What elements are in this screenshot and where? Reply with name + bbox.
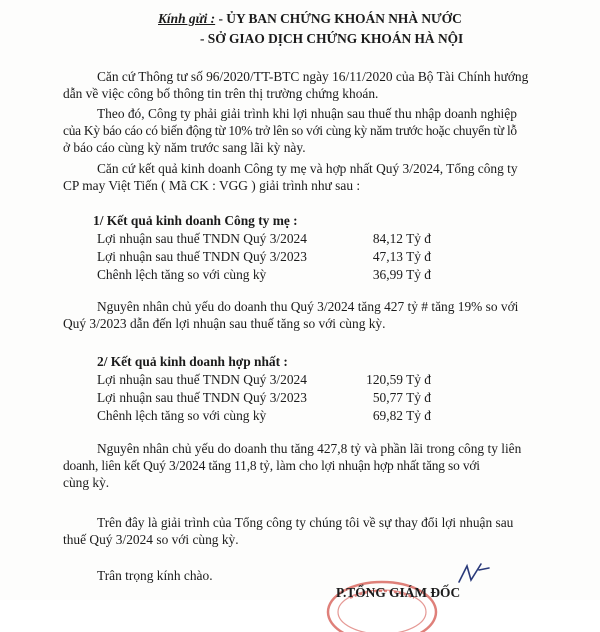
closing-greeting: Trân trọng kính chào.	[97, 568, 213, 583]
section2-reason-line2: doanh, liên kết Quý 3/2024 tăng 11,8 tỷ, làm cho lợi nhuận hợp nhất tăng so với	[63, 458, 480, 473]
section1-row1-label: Lợi nhuận sau thuế TNDN Quý 3/2024	[97, 231, 307, 246]
section2-row2-label: Lợi nhuận sau thuế TNDN Quý 3/2023	[97, 390, 307, 405]
recipient-2: - SỞ GIAO DỊCH CHỨNG KHOÁN HÀ NỘI	[200, 31, 464, 46]
intro-p3-line1: Căn cứ kết quả kinh doanh Công ty mẹ và hợp nhất Quý 3/2024, Tổng công ty	[97, 161, 518, 176]
section1-row3-value: 36,99 Tỷ đ	[372, 267, 431, 282]
recipient-label: Kính gửi :	[158, 11, 216, 26]
section2-row1-label: Lợi nhuận sau thuế TNDN Quý 3/2024	[97, 372, 307, 387]
section1-reason-line1: Nguyên nhân chủ yếu do doanh thu Quý 3/2024 tăng 427 tỷ # tăng 19% so với	[97, 299, 519, 314]
section1-reason-line2: Quý 3/2023 dẫn đến lợi nhuận sau thuế tăng so với cùng kỳ.	[63, 316, 386, 331]
section1-row2-label: Lợi nhuận sau thuế TNDN Quý 3/2023	[97, 249, 307, 264]
section1-row1-value: 84,12 Tỷ đ	[372, 231, 431, 246]
signature-icon	[455, 560, 495, 590]
section2-title: 2/ Kết quả kinh doanh hợp nhất :	[97, 354, 288, 369]
section1-row2-value: 47,13 Tỷ đ	[372, 249, 431, 264]
intro-p1-line2: dẫn về việc công bố thông tin trên thị trường chứng khoán.	[63, 86, 379, 101]
section2-row3-label: Chênh lệch tăng so với cùng kỳ	[97, 408, 267, 423]
intro-p2-line2: của Kỳ báo cáo có biến động từ 10% trở lên so với cùng kỳ năm trước hoặc chuyển từ lỗ	[63, 123, 517, 138]
intro-p3-line2: CP may Việt Tiến ( Mã CK : VGG ) giải trình như sau :	[63, 178, 361, 193]
intro-p2-line3: ở báo cáo cùng kỳ năm trước sang lãi kỳ này.	[63, 140, 306, 155]
closing-line2: thuế Quý 3/2024 so với cùng kỳ.	[63, 532, 239, 547]
recipient-heading	[158, 10, 462, 27]
section2-row2-value: 50,77 Tỷ đ	[372, 390, 431, 405]
section2-reason-line3: cùng kỳ.	[63, 475, 110, 490]
section2-reason-line1: Nguyên nhân chủ yếu do doanh thu tăng 427,8 tỷ và phần lãi trong công ty liên	[97, 441, 522, 456]
recipient-1: - ỦY BAN CHỨNG KHOÁN NHÀ NƯỚC	[218, 11, 462, 26]
section1-title: 1/ Kết quả kinh doanh Công ty mẹ :	[93, 213, 298, 228]
intro-p2-line1: Theo đó, Công ty phải giải trình khi lợi nhuận sau thuế thu nhập doanh nghiệp	[97, 106, 517, 121]
intro-p1-line1: Căn cứ Thông tư số 96/2020/TT-BTC ngày 16/11/2020 của Bộ Tài Chính hướng	[97, 69, 529, 84]
signer-title: P.TỔNG GIÁM ĐỐC	[336, 585, 461, 600]
section2-row1-value: 120,59 Tỷ đ	[366, 372, 431, 387]
section1-row3-label: Chênh lệch tăng so với cùng kỳ	[97, 267, 267, 282]
section2-row3-value: 69,82 Tỷ đ	[372, 408, 431, 423]
company-seal-icon	[322, 572, 442, 632]
closing-line1: Trên đây là giải trình của Tổng công ty chúng tôi về sự thay đổi lợi nhuận sau	[97, 515, 514, 530]
